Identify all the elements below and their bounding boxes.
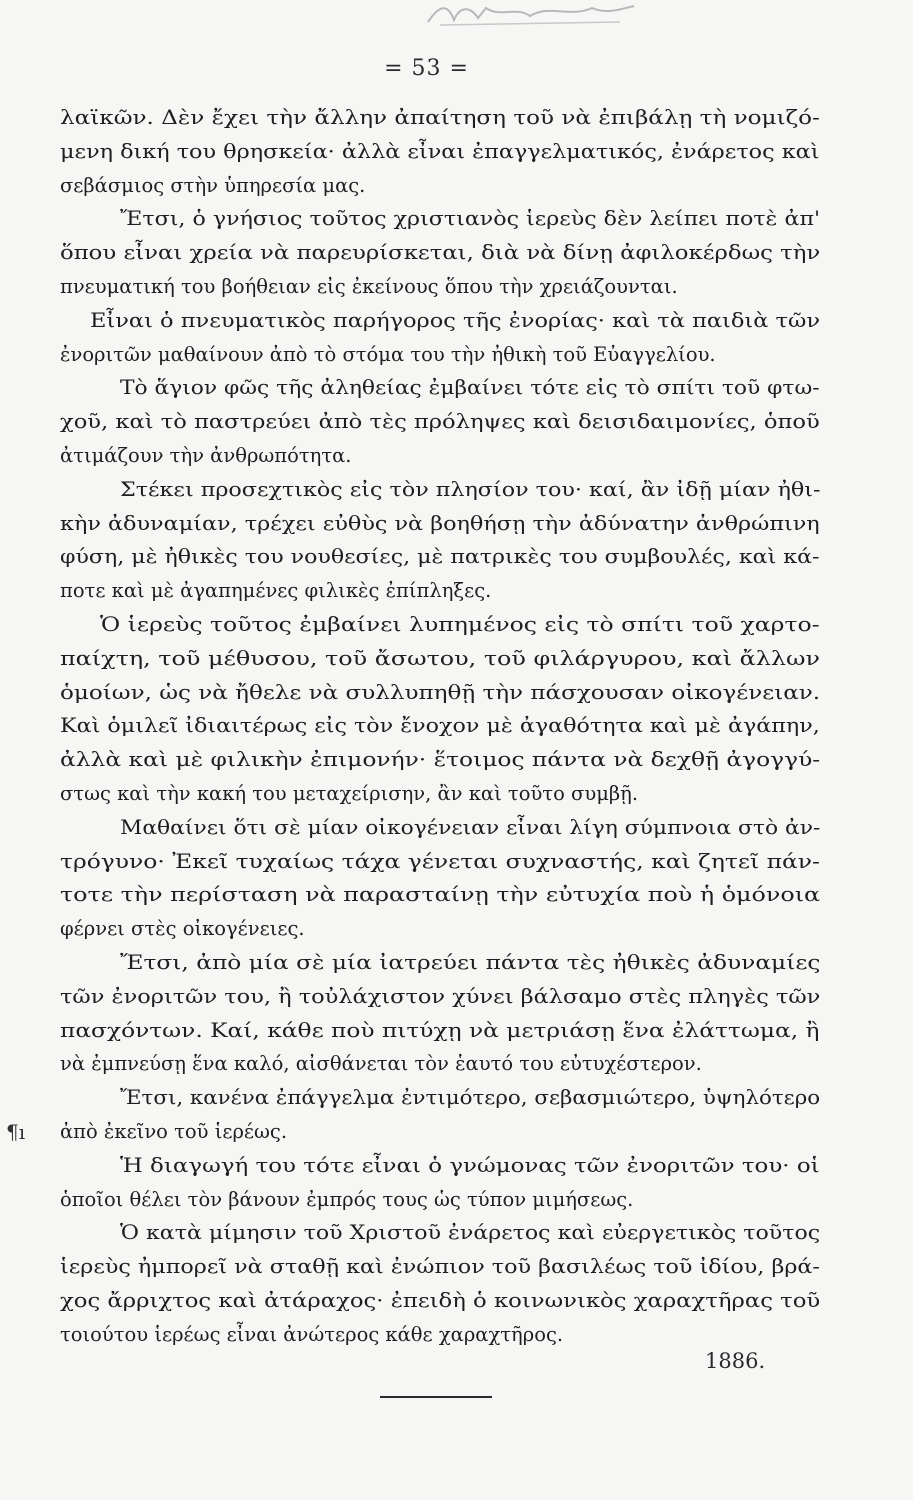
text-line: Στέκει προσεχτικὸς εἰς τὸν πλησίον του· καί, ἂν ἰδῇ μίαν ἠθι-: [120, 477, 821, 501]
text-line: τοιούτου ἱερέως εἶναι ἀνώτερος κάθε χαραχτῆρος.: [60, 1322, 564, 1346]
text-line: χος ἄρριχτος καὶ ἀτάραχος· ἐπειδὴ ὁ κοινωνικὸς χαραχτῆρας τοῦ: [60, 1289, 821, 1312]
text-line: Ὁ ἱερεὺς τοῦτος ἐμβαίνει λυπημένος εἰς τὸ σπίτι τοῦ χαρτο-: [100, 613, 820, 636]
text-line: πασχόντων. Καί, κάθε ποὺ πιτύχῃ νὰ μετριάσῃ ἕνα ἐλάττωμα, ἢ: [60, 1018, 820, 1042]
text-line: κὴν ἀδυναμίαν, τρέχει εὐθὺς νὰ βοηθήσῃ τὴν ἀδύνατην ἀνθρώπινη: [60, 511, 820, 535]
text-line: Τὸ ἅγιον φῶς τῆς ἀληθείας ἐμβαίνει τότε εἰς τὸ σπίτι τοῦ φτω-: [120, 376, 820, 400]
text-line: Ἔτσι, ὁ γνήσιος τοῦτος χριστιανὸς ἱερεὺς δὲν λείπει ποτὲ ἀπ': [120, 207, 821, 231]
closing-rule: [380, 1396, 492, 1398]
text-line: Ἔτσι, ἀπὸ μία σὲ μία ἰατρεύει πάντα τὲς ἠθικὲς ἀδυναμίες: [120, 951, 821, 974]
text-line: λαϊκῶν. Δὲν ἔχει τὴν ἄλλην ἀπαίτηση τοῦ νὰ ἐπιβάλῃ τὴ νομιζό-: [60, 106, 820, 129]
text-line: παίχτη, τοῦ μέθυσου, τοῦ ἄσωτου, τοῦ φιλάργυρου, καὶ ἄλλων: [60, 646, 820, 670]
text-line: τῶν ἐνοριτῶν του, ἢ τοὐλάχιστον χύνει βάλσαμο στὲς πληγὲς τῶν: [60, 984, 821, 1008]
text-line: σεβάσμιος στὴν ὑπηρεσία μας.: [60, 173, 366, 197]
text-line: ὁποῖοι θέλει τὸν βάνουν ἐμπρός τους ὡς τύπον μιμήσεως.: [60, 1187, 634, 1211]
text-line: μενη δική του θρησκεία· ἀλλὰ εἶναι ἐπαγγελματικός, ἐνάρετος καὶ: [60, 139, 820, 163]
text-line: ὁμοίων, ὡς νὰ ἤθελε νὰ συλλυπηθῇ τὴν πάσχουσαν οἰκογένειαν.: [60, 680, 821, 704]
text-line: Καὶ ὁμιλεῖ ἰδιαιτέρως εἰς τὸν ἔνοχον μὲ ἀγαθότητα καὶ μὲ ἀγάπην,: [60, 714, 820, 738]
text-line: Ἔτσι, κανένα ἐπάγγελμα ἐντιμότερο, σεβασμιώτερο, ὑψηλότερο: [120, 1086, 821, 1110]
handwritten-signature: [420, 0, 640, 26]
text-line: Μαθαίνει ὅτι σὲ μίαν οἰκογένειαν εἶναι λίγη σύμπνοια στὸ ἀν-: [120, 815, 821, 839]
text-line: ὅπου εἶναι χρεία νὰ παρευρίσκεται, διὰ νὰ δίνῃ ἀφιλοκέρδως τὴν: [60, 241, 821, 265]
text-line: ἀτιμάζουν τὴν ἀνθρωπότητα.: [60, 444, 352, 467]
margin-mark: ¶ı: [6, 1120, 26, 1144]
text-line: τρόγυνο· Ἐκεῖ τυχαίως τάχα γένεται συχναστής, καὶ ζητεῖ πάν-: [60, 849, 820, 873]
text-line: στως καὶ τὴν κακή του μεταχείρισην, ἂν καὶ τοῦτο συμβῇ.: [60, 782, 639, 805]
text-line: ποτε καὶ μὲ ἀγαπημένες φιλικὲς ἐπίπληξες.: [60, 579, 492, 603]
text-line: ἀλλὰ καὶ μὲ φιλικὴν ἐπιμονήν· ἕτοιμος πάντα νὰ δεχθῇ ἀγογγύ-: [60, 748, 821, 772]
text-line: φέρνει στὲς οἰκογένειες.: [60, 917, 305, 941]
year-label: 1886.: [705, 1348, 766, 1373]
text-line: ἀπὸ ἐκεῖνο τοῦ ἱερέως.: [60, 1120, 288, 1143]
text-line: φύση, μὲ ἠθικὲς του νουθεσίες, μὲ πατρικὲς του συμβουλές, καὶ κά-: [60, 545, 820, 569]
text-line: τοτε τὴν περίσταση νὰ παρασταίνῃ τὴν εὐτυχία ποὺ ἡ ὁμόνοια: [60, 883, 821, 907]
text-line: Ἡ διαγωγή του τότε εἶναι ὁ γνώμονας τῶν ἐνοριτῶν του· οἱ: [120, 1153, 820, 1177]
text-line: Εἶναι ὁ πνευματικὸς παρήγορος τῆς ἐνορίας· καὶ τὰ παιδιὰ τῶν: [90, 308, 821, 332]
text-line: ἱερεὺς ἠμπορεῖ νὰ σταθῇ καὶ ἐνώπιον τοῦ βασιλέως τοῦ ἰδίου, βρά-: [60, 1255, 820, 1279]
text-line: ἐνοριτῶν μαθαίνουν ἀπὸ τὸ στόμα του τὴν ἠθικὴ τοῦ Εὐαγγελίου.: [60, 342, 716, 366]
text-line: πνευματική του βοήθειαν εἰς ἐκείνους ὅπου τὴν χρειάζουνται.: [60, 275, 678, 298]
text-line: Ὁ κατὰ μίμησιν τοῦ Χριστοῦ ἐνάρετος καὶ εὐεργετικὸς τοῦτος: [120, 1221, 821, 1245]
text-line: νὰ ἐμπνεύσῃ ἕνα καλό, αἰσθάνεται τὸν ἑαυτό του εὐτυχέστερον.: [60, 1052, 702, 1076]
text-line: χοῦ, καὶ τὸ παστρεύει ἀπὸ τὲς πρόληψες καὶ δεισιδαιμονίες, ὁποῦ: [60, 410, 820, 434]
page-number: = 53 =: [384, 56, 469, 81]
